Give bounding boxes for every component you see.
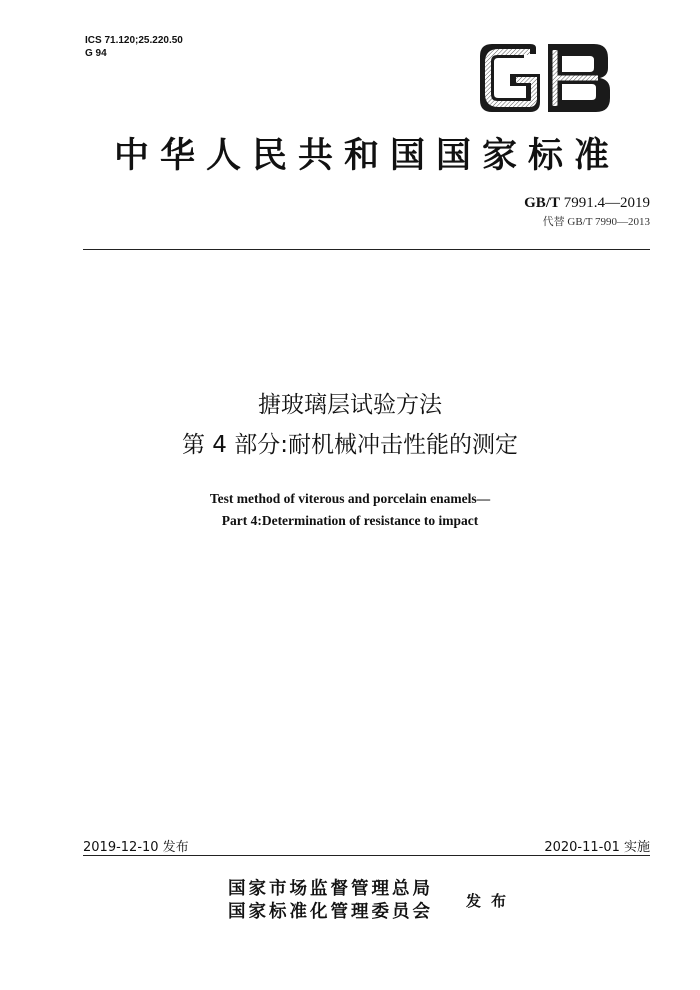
implementation-date: 2020-11-01 实施 [544, 840, 650, 855]
standard-code: 7991.4—2019 [563, 195, 650, 211]
ccs-code: G 94 [85, 48, 107, 59]
bottom-divider [83, 855, 650, 856]
publish-label: 发布 [466, 892, 517, 910]
chinese-title [0, 385, 700, 465]
national-standard-title: 中华人民共和国国家标准 [113, 135, 620, 176]
issuer-samr: 国家市场监督管理总局 [228, 879, 433, 899]
ics-code: ICS 71.120;25.220.50 [85, 35, 183, 46]
gb-logo-icon [476, 42, 612, 114]
classification-codes [85, 34, 183, 60]
issuer-sac: 国家标准化管理委员会 [228, 902, 433, 922]
issuing-authorities [228, 878, 433, 924]
english-title-line2: Part 4:Determination of resistance to impact [221, 513, 479, 528]
english-title [0, 488, 700, 532]
top-divider [83, 249, 650, 250]
replaces-standard: 代替 GB/T 7990—2013 [542, 216, 650, 228]
english-title-line1: Test method of viterous and porcelain enamels— [209, 491, 491, 506]
issue-date: 2019-12-10 发布 [83, 840, 189, 855]
standard-prefix: GB/T [524, 195, 560, 211]
chinese-title-line2: 第 4 部分:耐机械冲击性能的测定 [181, 432, 518, 458]
standard-number [524, 195, 650, 212]
chinese-title-line1: 搪玻璃层试验方法 [258, 392, 442, 418]
